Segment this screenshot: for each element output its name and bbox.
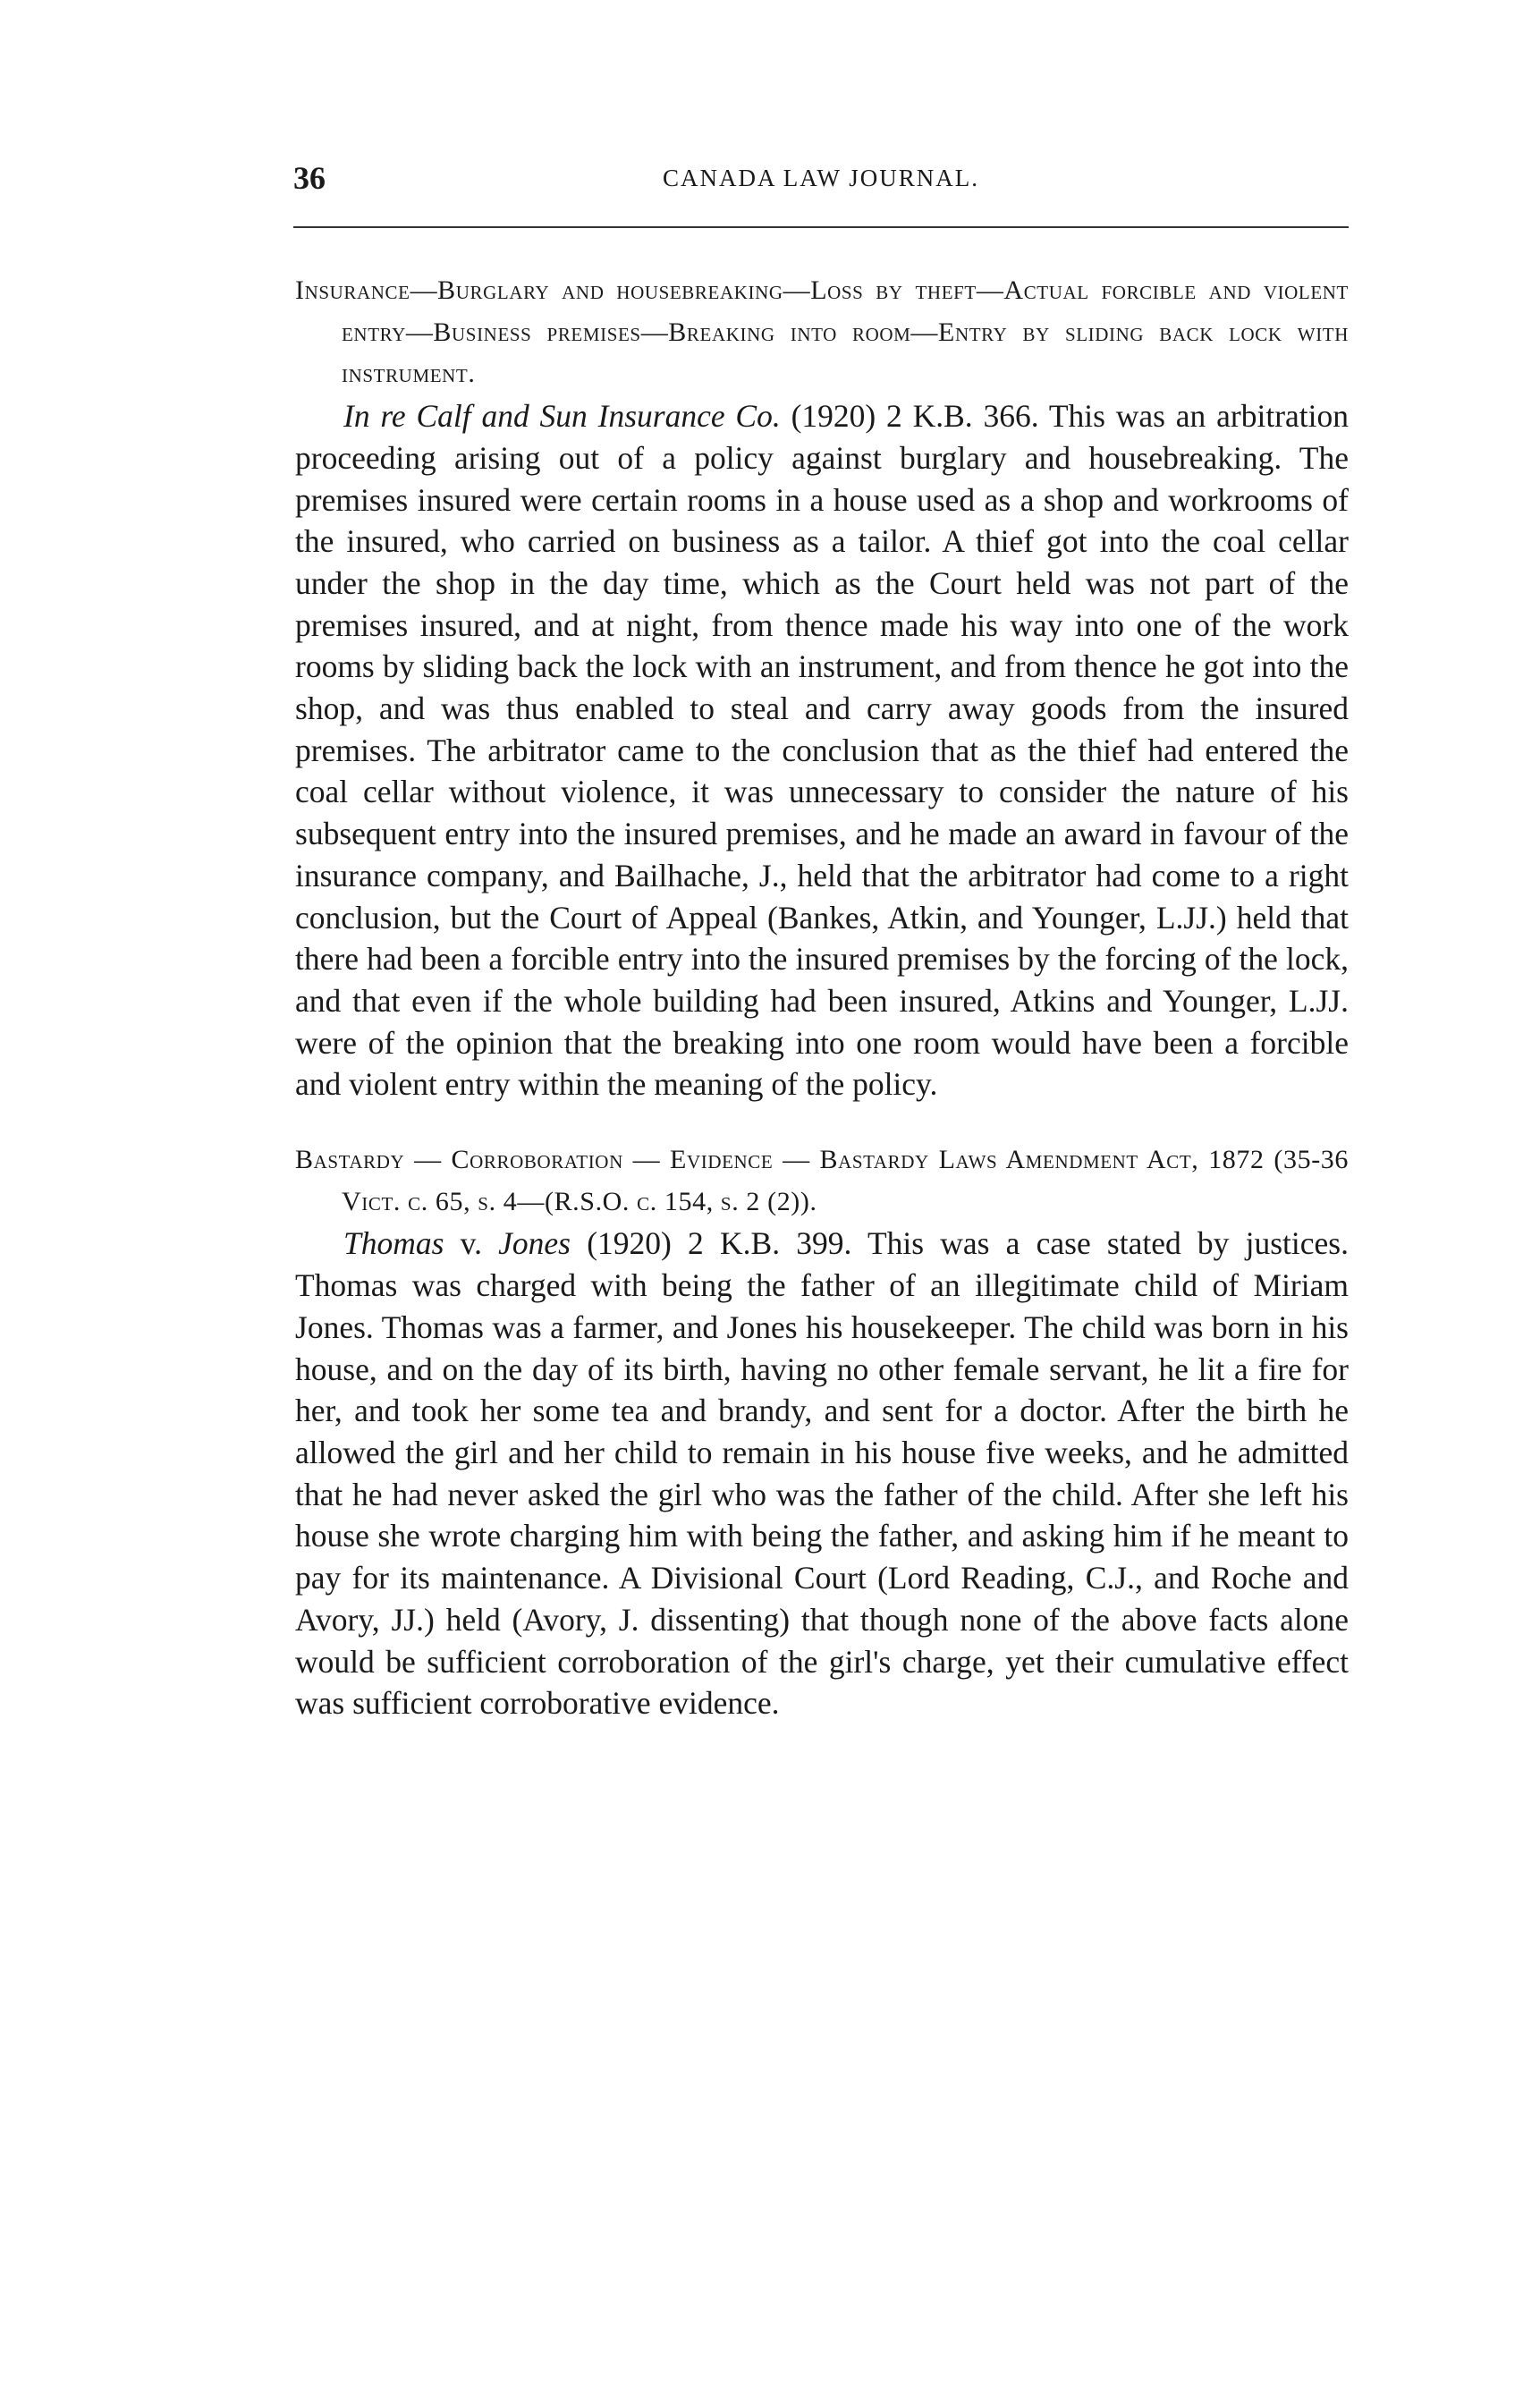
article-body (295, 270, 1349, 1724)
case-name-defendant: Jones (498, 1225, 571, 1262)
case-versus: v. (444, 1225, 499, 1262)
paragraph-text: (1920) 2 K.B. 366. This was an arbitration proceeding arising out of a policy against burglary and housebreaking. The premises insured were certain rooms in a house used as a shop and workrooms of the insured, who carried on business as a tailor. A thief got into the coal cellar under the shop in the day time, which as the Court held was not part of the premises insured, and at night, from thence made his way into one of the work rooms by sliding back the lock with an instrument, and from thence he got into the shop, and was thus enabled to steal and carry away goods from the insured premises. The arbitrator came to the conclusion that as the thief had entered the coal cellar without violence, it was unnecessary to consider the nature of his subsequent entry into the insured premises, and he made an award in favour of the insurance company, and Bailhache, J., held that the arbitrator had come to a right conclusion, but the Court of Appeal (Bankes, Atkin, and Younger, L.JJ.) held that there had been a forcible entry into the insured premises by the forcing of the lock, and that even if the whole building had been insured, Atkins and Younger, L.JJ. were of the opinion that the breaking into one room would have been a forcible and violent entry within the meaning of the policy. (295, 398, 1349, 1103)
case-name-plaintiff: Thomas (343, 1225, 444, 1262)
section-paragraph-bastardy (295, 1223, 1349, 1723)
running-head (293, 159, 1349, 204)
case-name: In re Calf and Sun Insurance Co. (343, 398, 781, 435)
paragraph-text: (1920) 2 K.B. 399. This was a case stated by justices. Thomas was charged with being the father of an illegitimate child of Miriam Jones. Thomas was a farmer, and Jones his housekeeper. The child was born in his house, and on the day of its birth, having no other female servant, he lit a fire for her, and took her some tea and brandy, and sent for a doctor. After the birth he allowed the girl and her child to remain in his house five weeks, and he admitted that he had never asked the girl who was the father of the child. After she left his house she wrote charging him with being the father, and asking him if he meant to pay for its maintenance. A Divisional Court (Lord Reading, C.J., and Roche and Avory, JJ.) held (Avory, J. dissenting) that though none of the above facts alone would be sufficient corroboration of the girl's charge, yet their cumulative effect was sufficient corroborative evidence. (295, 1225, 1349, 1722)
header-rule (293, 226, 1349, 228)
section-heading-bastardy: Bastardy — Corroboration — Evidence — Bastardy Laws Amendment Act, 1872 (35-36 Vict. c. 65, s. 4—(R.S.O. c. 154, s. 2 (2)). (295, 1145, 1349, 1216)
section-paragraph-insurance (295, 395, 1349, 1105)
section-heading-insurance: Insurance—Burglary and housebreaking—Loss by theft—Actual forcible and violent entry—Business premises—Breaking into room—Entry by sliding back lock with instrument. (295, 275, 1349, 389)
section-gap (295, 1105, 1349, 1139)
journal-title: CANADA LAW JOURNAL. (662, 165, 980, 191)
page-number: 36 (293, 160, 326, 196)
